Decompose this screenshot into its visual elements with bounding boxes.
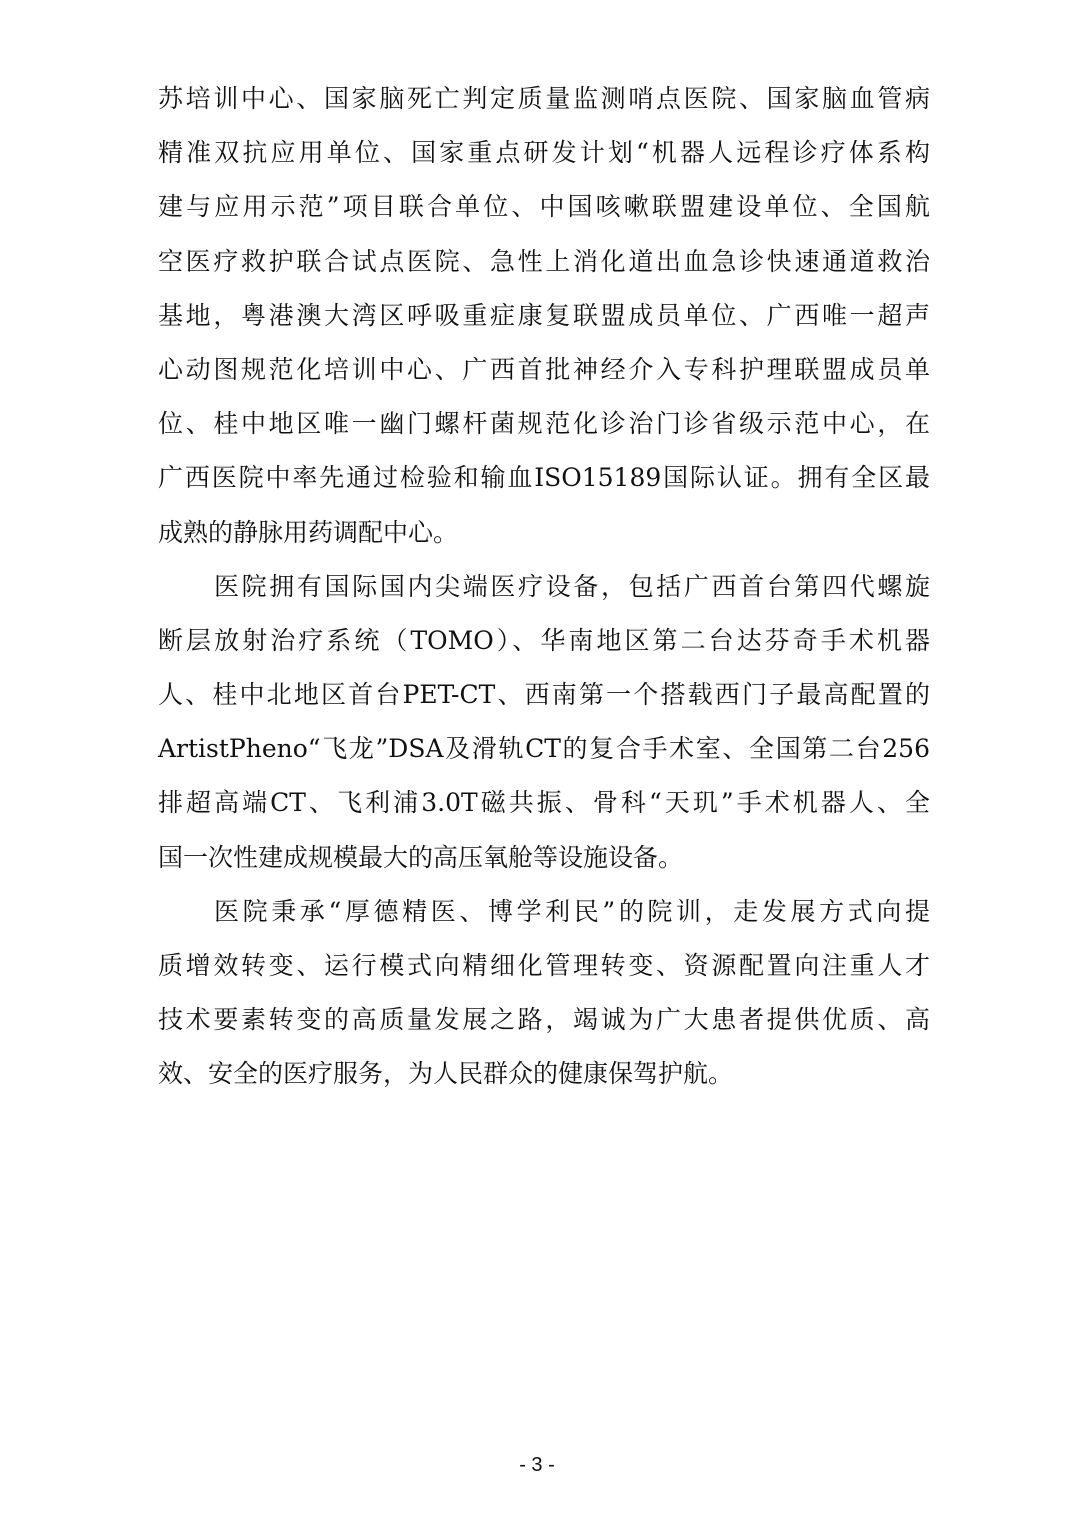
text-line: 位、桂中地区唯一幽门螺杆菌规范化诊治门诊省级示范中心，在 — [158, 409, 930, 439]
text-line: 医院秉承“厚德精医、博学利民”的院训，走发展方式向提 — [214, 896, 930, 926]
text-line: ArtistPheno“飞龙”DSA及滑轨CT的复合手术室、全国第二台256 — [158, 734, 930, 764]
paragraph-motto — [158, 885, 930, 1102]
page-number: - 3 - — [519, 1454, 555, 1476]
text-line: 建与应用示范”项目联合单位、中国咳嗽联盟建设单位、全国航 — [158, 192, 930, 222]
text-line: 基地，粤港澳大湾区呼吸重症康复联盟成员单位、广西唯一超声 — [158, 300, 930, 330]
text-line: 医院拥有国际国内尖端医疗设备，包括广西首台第四代螺旋 — [214, 571, 930, 601]
paragraph-equipment — [158, 560, 930, 885]
text-line: 质增效转变、运行模式向精细化管理转变、资源配置向注重人才 — [158, 951, 930, 980]
text-line: 广西医院中率先通过检验和输血ISO15189国际认证。拥有全区最 — [158, 463, 930, 493]
text-line: 成熟的静脉用药调配中心。 — [158, 517, 459, 547]
text-line: 心动图规范化培训中心、广西首批神经介入专科护理联盟成员单 — [158, 354, 930, 384]
body-text — [158, 72, 930, 1102]
text-line: 空医疗救护联合试点医院、急性上消化道出血急诊快速通道救治 — [158, 246, 930, 276]
text-line: 技术要素转变的高质量发展之路，竭诚为广大患者提供优质、高 — [158, 1005, 930, 1035]
text-line: 人、桂中北地区首台PET-CT、西南第一个搭载西门子最高配置的 — [158, 680, 930, 710]
text-line: 效、安全的医疗服务，为人民群众的健康保驾护航。 — [158, 1059, 734, 1089]
text-line: 国一次性建成规模最大的高压氧舱等设施设备。 — [158, 842, 684, 872]
text-line: 精准双抗应用单位、国家重点研发计划“机器人远程诊疗体系构 — [158, 138, 930, 168]
paragraph-honors — [158, 72, 930, 560]
text-line: 苏培训中心、国家脑死亡判定质量监测哨点医院、国家脑血管病 — [158, 84, 930, 113]
text-line: 排超高端CT、飞利浦3.0T磁共振、骨科“天玑”手术机器人、全 — [158, 788, 930, 818]
text-line: 断层放射治疗系统（TOMO）、华南地区第二台达芬奇手术机器 — [158, 625, 930, 655]
